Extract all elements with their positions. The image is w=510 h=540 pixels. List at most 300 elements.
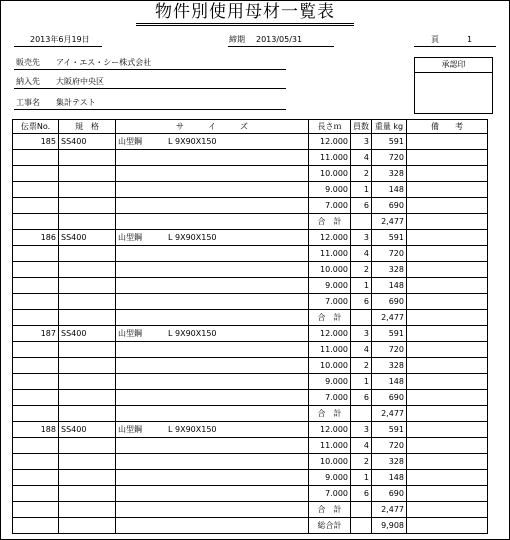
table-row xyxy=(13,518,488,534)
table-cell xyxy=(13,502,59,518)
table-row xyxy=(13,214,488,230)
weight: 591 xyxy=(388,136,404,146)
table-cell xyxy=(13,374,59,390)
count: 6 xyxy=(363,200,369,210)
table-cell xyxy=(116,406,309,422)
table-cell xyxy=(116,198,309,214)
table-cell xyxy=(372,246,407,262)
table-cell xyxy=(351,134,372,150)
table-cell xyxy=(309,246,351,262)
remarks-cell xyxy=(407,374,488,390)
slip-no: 188 xyxy=(40,424,56,434)
period-underline xyxy=(228,46,334,47)
weight: 328 xyxy=(388,264,404,274)
table-cell xyxy=(59,326,116,342)
table-cell xyxy=(13,262,59,278)
table-cell xyxy=(309,422,351,438)
seller-label: 販売先 xyxy=(16,58,40,67)
count: 3 xyxy=(363,424,369,434)
title-underline xyxy=(136,23,354,24)
size: L 9X90X150 xyxy=(168,424,217,434)
weight: 720 xyxy=(388,344,404,354)
size: L 9X90X150 xyxy=(168,232,217,242)
table-cell xyxy=(309,214,351,230)
table-cell xyxy=(372,310,407,326)
table-cell xyxy=(59,454,116,470)
remarks-cell xyxy=(407,230,488,246)
table-cell xyxy=(309,262,351,278)
delivery-value: 大阪府中央区 xyxy=(56,77,104,86)
material-name: 山型鋼 xyxy=(118,328,142,338)
table-cell xyxy=(59,406,116,422)
table-cell xyxy=(59,470,116,486)
table-cell xyxy=(116,438,309,454)
table-cell xyxy=(59,374,116,390)
count: 3 xyxy=(363,232,369,242)
table-cell xyxy=(116,166,309,182)
table-row xyxy=(13,374,488,390)
table-cell xyxy=(59,214,116,230)
table-cell xyxy=(59,518,116,534)
table-row xyxy=(13,486,488,502)
weight: 690 xyxy=(388,296,404,306)
col-slip-no: 伝票No. xyxy=(13,120,59,134)
table-cell xyxy=(13,310,59,326)
table-cell xyxy=(13,326,59,342)
count: 3 xyxy=(363,136,369,146)
table-cell xyxy=(351,166,372,182)
table-cell xyxy=(309,150,351,166)
weight: 591 xyxy=(388,232,404,242)
table-cell xyxy=(13,214,59,230)
length: 総合計 xyxy=(317,520,342,530)
seller-value: アイ・エス・シー株式会社 xyxy=(56,58,152,67)
remarks-cell xyxy=(407,278,488,294)
table-cell xyxy=(59,150,116,166)
table-cell xyxy=(59,438,116,454)
remarks-cell xyxy=(407,358,488,374)
date-underline xyxy=(14,46,102,47)
table-cell xyxy=(13,422,59,438)
project-value: 集計テスト xyxy=(56,98,96,107)
table-cell xyxy=(309,438,351,454)
remarks-cell xyxy=(407,182,488,198)
weight: 591 xyxy=(388,328,404,338)
count: 6 xyxy=(363,296,369,306)
table-row xyxy=(13,358,488,374)
page-underline xyxy=(414,46,496,47)
remarks-cell xyxy=(407,422,488,438)
table-row xyxy=(13,166,488,182)
length: 10.000 xyxy=(320,360,348,370)
table-cell xyxy=(116,342,309,358)
slip-no: 185 xyxy=(40,136,56,146)
count: 1 xyxy=(363,184,369,194)
table-cell xyxy=(309,470,351,486)
table-cell xyxy=(13,518,59,534)
table-cell xyxy=(351,422,372,438)
count: 4 xyxy=(363,440,369,450)
table-cell xyxy=(351,310,372,326)
table-cell xyxy=(351,438,372,454)
table-cell xyxy=(351,374,372,390)
table-cell xyxy=(372,198,407,214)
length: 合 計 xyxy=(317,504,342,514)
table-cell xyxy=(351,518,372,534)
table-cell xyxy=(59,486,116,502)
table-cell xyxy=(116,230,309,246)
weight: 690 xyxy=(388,200,404,210)
count: 4 xyxy=(363,152,369,162)
table-cell xyxy=(13,278,59,294)
approval-label: 承認印 xyxy=(441,60,466,69)
table-cell xyxy=(309,390,351,406)
weight: 720 xyxy=(388,248,404,258)
table-cell xyxy=(13,230,59,246)
length: 9.000 xyxy=(325,280,348,290)
weight: 328 xyxy=(388,168,404,178)
table-cell xyxy=(372,518,407,534)
table-cell xyxy=(309,358,351,374)
table-row xyxy=(13,326,488,342)
weight: 148 xyxy=(388,472,404,482)
table-cell xyxy=(116,134,309,150)
table-cell xyxy=(372,342,407,358)
weight: 2,477 xyxy=(381,408,404,418)
table-cell xyxy=(372,326,407,342)
table-cell xyxy=(116,358,309,374)
length: 7.000 xyxy=(325,488,348,498)
remarks-cell xyxy=(407,214,488,230)
table-cell xyxy=(116,310,309,326)
length: 10.000 xyxy=(320,168,348,178)
title-underline-double xyxy=(136,25,354,26)
table-cell xyxy=(59,262,116,278)
table-row xyxy=(13,230,488,246)
table-row xyxy=(13,406,488,422)
table-cell xyxy=(116,278,309,294)
remarks-cell xyxy=(407,150,488,166)
length: 11.000 xyxy=(320,440,348,450)
table-cell xyxy=(372,262,407,278)
remarks-cell xyxy=(407,502,488,518)
weight: 148 xyxy=(388,184,404,194)
remarks-cell xyxy=(407,326,488,342)
table-cell xyxy=(13,342,59,358)
count: 2 xyxy=(363,168,369,178)
table-cell xyxy=(309,406,351,422)
table-row xyxy=(13,198,488,214)
table-cell xyxy=(59,182,116,198)
approval-stamp-box xyxy=(414,57,493,114)
table-cell xyxy=(116,246,309,262)
table-cell xyxy=(372,422,407,438)
count: 6 xyxy=(363,392,369,402)
table-cell xyxy=(351,230,372,246)
table-cell xyxy=(116,422,309,438)
table-cell xyxy=(372,438,407,454)
remarks-cell xyxy=(407,246,488,262)
table-row xyxy=(13,150,488,166)
weight: 328 xyxy=(388,456,404,466)
length: 12.000 xyxy=(320,136,348,146)
page-label: 頁 xyxy=(431,35,439,44)
table-row xyxy=(13,310,488,326)
table-row xyxy=(13,502,488,518)
slip-no: 186 xyxy=(40,232,56,242)
table-cell xyxy=(309,182,351,198)
col-length: 長さｍ xyxy=(309,120,351,134)
col-spec: 規 格 xyxy=(59,120,116,134)
table-row xyxy=(13,262,488,278)
col-remarks: 備 考 xyxy=(407,120,488,134)
length: 11.000 xyxy=(320,152,348,162)
table-row xyxy=(13,246,488,262)
length: 12.000 xyxy=(320,424,348,434)
page-number: 1 xyxy=(467,35,473,44)
count: 6 xyxy=(363,488,369,498)
table-cell xyxy=(59,390,116,406)
table-cell xyxy=(309,342,351,358)
project-label: 工事名 xyxy=(16,98,40,107)
spec: SS400 xyxy=(61,328,87,338)
weight: 148 xyxy=(388,376,404,386)
table-cell xyxy=(351,214,372,230)
table-cell xyxy=(372,470,407,486)
count: 4 xyxy=(363,344,369,354)
stamp-divider xyxy=(415,72,492,73)
remarks-cell xyxy=(407,470,488,486)
table-cell xyxy=(351,278,372,294)
remarks-cell xyxy=(407,454,488,470)
table-cell xyxy=(13,150,59,166)
table-cell xyxy=(372,454,407,470)
table-row xyxy=(13,422,488,438)
remarks-cell xyxy=(407,518,488,534)
table-cell xyxy=(309,278,351,294)
report-title: 物件別使用母材一覧表 xyxy=(155,2,335,22)
table-row xyxy=(13,182,488,198)
size: L 9X90X150 xyxy=(168,328,217,338)
table-cell xyxy=(116,326,309,342)
table-cell xyxy=(59,358,116,374)
length: 10.000 xyxy=(320,264,348,274)
table-cell xyxy=(13,454,59,470)
table-cell xyxy=(351,390,372,406)
period-label: 締期 xyxy=(229,35,245,44)
weight: 2,477 xyxy=(381,312,404,322)
table-cell xyxy=(59,166,116,182)
table-cell xyxy=(59,310,116,326)
table-cell xyxy=(351,198,372,214)
table-cell xyxy=(351,502,372,518)
table-cell xyxy=(13,294,59,310)
table-cell xyxy=(309,310,351,326)
table-cell xyxy=(351,486,372,502)
table-cell xyxy=(309,502,351,518)
length: 11.000 xyxy=(320,248,348,258)
table-cell xyxy=(116,262,309,278)
spec: SS400 xyxy=(61,424,87,434)
count: 1 xyxy=(363,376,369,386)
table-row xyxy=(13,438,488,454)
table-row xyxy=(13,294,488,310)
length: 7.000 xyxy=(325,392,348,402)
table-cell xyxy=(13,470,59,486)
material-name: 山型鋼 xyxy=(118,232,142,242)
length: 7.000 xyxy=(325,200,348,210)
remarks-cell xyxy=(407,438,488,454)
table-row xyxy=(13,342,488,358)
remarks-cell xyxy=(407,134,488,150)
count: 4 xyxy=(363,248,369,258)
table-cell xyxy=(116,374,309,390)
weight: 328 xyxy=(388,360,404,370)
length: 7.000 xyxy=(325,296,348,306)
remarks-cell xyxy=(407,406,488,422)
count: 3 xyxy=(363,328,369,338)
table-cell xyxy=(372,150,407,166)
table-cell xyxy=(13,182,59,198)
table-cell xyxy=(309,518,351,534)
table-cell xyxy=(351,294,372,310)
weight: 690 xyxy=(388,488,404,498)
table-cell xyxy=(116,518,309,534)
weight: 2,477 xyxy=(381,216,404,226)
weight: 148 xyxy=(388,280,404,290)
table-cell xyxy=(309,294,351,310)
table-cell xyxy=(351,150,372,166)
length: 10.000 xyxy=(320,456,348,466)
remarks-cell xyxy=(407,310,488,326)
table-cell xyxy=(116,390,309,406)
table-cell xyxy=(116,486,309,502)
count: 2 xyxy=(363,456,369,466)
table-cell xyxy=(309,326,351,342)
weight: 720 xyxy=(388,152,404,162)
col-weight: 重量 kg xyxy=(372,120,407,134)
table-cell xyxy=(351,342,372,358)
table-cell xyxy=(372,390,407,406)
remarks-cell xyxy=(407,390,488,406)
table-cell xyxy=(116,470,309,486)
table-cell xyxy=(309,166,351,182)
table-cell xyxy=(59,294,116,310)
length: 11.000 xyxy=(320,344,348,354)
table-cell xyxy=(13,166,59,182)
length: 12.000 xyxy=(320,328,348,338)
weight: 9,908 xyxy=(381,520,404,530)
table-cell xyxy=(372,374,407,390)
table-cell xyxy=(13,358,59,374)
period-value: 2013/05/31 xyxy=(256,35,303,44)
table-cell xyxy=(13,390,59,406)
table-body xyxy=(13,134,488,534)
spec: SS400 xyxy=(61,136,87,146)
remarks-cell xyxy=(407,294,488,310)
material-name: 山型鋼 xyxy=(118,424,142,434)
count: 2 xyxy=(363,264,369,274)
count: 1 xyxy=(363,280,369,290)
table-cell xyxy=(372,486,407,502)
col-count: 員数 xyxy=(351,120,372,134)
table-cell xyxy=(13,406,59,422)
project-underline xyxy=(14,109,286,110)
table-cell xyxy=(116,214,309,230)
table-cell xyxy=(372,166,407,182)
table-row xyxy=(13,390,488,406)
table-cell xyxy=(13,198,59,214)
table-cell xyxy=(59,246,116,262)
table-cell xyxy=(351,246,372,262)
count: 2 xyxy=(363,360,369,370)
table-cell xyxy=(13,134,59,150)
table-cell xyxy=(59,342,116,358)
slip-no: 187 xyxy=(40,328,56,338)
table-cell xyxy=(372,358,407,374)
length: 合 計 xyxy=(317,312,342,322)
material-name: 山型鋼 xyxy=(118,136,142,146)
table-cell xyxy=(372,182,407,198)
length: 9.000 xyxy=(325,376,348,386)
delivery-underline xyxy=(14,88,286,89)
weight: 2,477 xyxy=(381,504,404,514)
remarks-cell xyxy=(407,486,488,502)
col-size: サ イ ズ xyxy=(116,120,309,134)
materials-table xyxy=(12,119,488,534)
table-cell xyxy=(309,198,351,214)
delivery-label: 納入先 xyxy=(16,77,40,86)
table-cell xyxy=(13,486,59,502)
table-cell xyxy=(59,134,116,150)
remarks-cell xyxy=(407,342,488,358)
length: 12.000 xyxy=(320,232,348,242)
weight: 690 xyxy=(388,392,404,402)
length: 9.000 xyxy=(325,472,348,482)
seller-underline xyxy=(14,69,286,70)
table-row xyxy=(13,470,488,486)
table-cell xyxy=(59,502,116,518)
table-cell xyxy=(309,374,351,390)
remarks-cell xyxy=(407,166,488,182)
table-cell xyxy=(59,230,116,246)
table-cell xyxy=(59,278,116,294)
table-cell xyxy=(372,502,407,518)
table-cell xyxy=(372,230,407,246)
table-cell xyxy=(351,454,372,470)
table-cell xyxy=(309,230,351,246)
remarks-cell xyxy=(407,198,488,214)
table-row xyxy=(13,134,488,150)
weight: 720 xyxy=(388,440,404,450)
table-cell xyxy=(351,470,372,486)
report-date: 2013年6月19日 xyxy=(30,35,90,44)
table-cell xyxy=(13,246,59,262)
table-cell xyxy=(309,486,351,502)
table-cell xyxy=(372,406,407,422)
table-cell xyxy=(372,214,407,230)
table-cell xyxy=(351,262,372,278)
table-cell xyxy=(116,502,309,518)
table-cell xyxy=(372,134,407,150)
length: 合 計 xyxy=(317,216,342,226)
table-row xyxy=(13,278,488,294)
table-cell xyxy=(59,422,116,438)
table-cell xyxy=(13,438,59,454)
length: 9.000 xyxy=(325,184,348,194)
table-cell xyxy=(116,454,309,470)
table-cell xyxy=(372,278,407,294)
